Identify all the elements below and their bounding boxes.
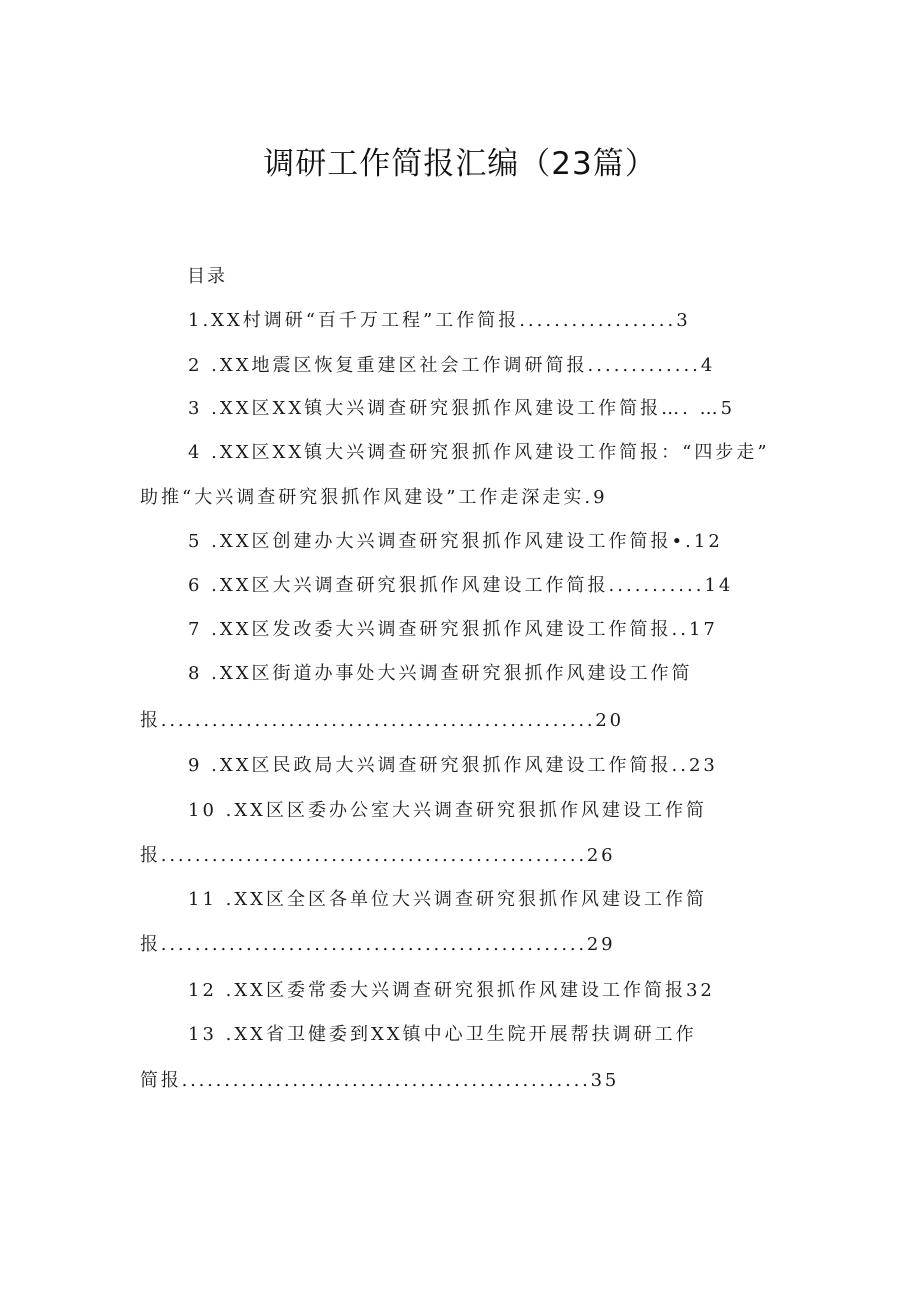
toc-entry: 7 .XX区发改委大兴调查研究狠抓作风建设工作简报..17 [188, 619, 718, 640]
toc-entry-continuation: 助推“大兴调查研究狠抓作风建设”工作走深走实.9 [140, 487, 608, 508]
toc-entry: 13 .XX省卫健委到XX镇中心卫生院开展帮扶调研工作 [188, 1024, 697, 1045]
toc-entry: 12 .XX区委常委大兴调查研究狠抓作风建设工作简报32 [188, 980, 715, 1001]
toc-entry: 6 .XX区大兴调查研究狠抓作风建设工作简报...........14 [188, 575, 734, 596]
toc-entry: 10 .XX区区委办公室大兴调查研究狠抓作风建设工作简 [188, 800, 707, 821]
toc-entry: 2 .XX地震区恢复重建区社会工作调研简报.............4 [188, 355, 716, 376]
toc-entry: 11 .XX区全区各单位大兴调查研究狠抓作风建设工作简 [188, 889, 707, 910]
toc-entry: 3 .XX区XX镇大兴调查研究狠抓作风建设工作简报…. …5 [188, 398, 736, 419]
toc-entry: 9 .XX区民政局大兴调查研究狠抓作风建设工作简报..23 [188, 755, 718, 776]
toc-entry: 8 .XX区街道办事处大兴调查研究狠抓作风建设工作简 [188, 663, 693, 684]
toc-entry: 5 .XX区创建办大兴调查研究狠抓作风建设工作简报•.12 [188, 531, 723, 552]
toc-entry-continuation: 报..................................................26 [140, 845, 616, 866]
toc-heading: 目录 [187, 266, 227, 287]
toc-entry-continuation: 报..................................................29 [140, 934, 616, 955]
toc-entry-continuation: 报...................................................20 [140, 710, 624, 731]
toc-entry: 1.XX村调研“百千万工程”工作简报..................3 [188, 310, 691, 331]
toc-entry-continuation: 简报................................................35 [140, 1070, 620, 1091]
document-title: 调研工作简报汇编（23篇） [263, 146, 657, 182]
toc-entry: 4 .XX区XX镇大兴调查研究狠抓作风建设工作简报：“四步走” [188, 442, 770, 463]
